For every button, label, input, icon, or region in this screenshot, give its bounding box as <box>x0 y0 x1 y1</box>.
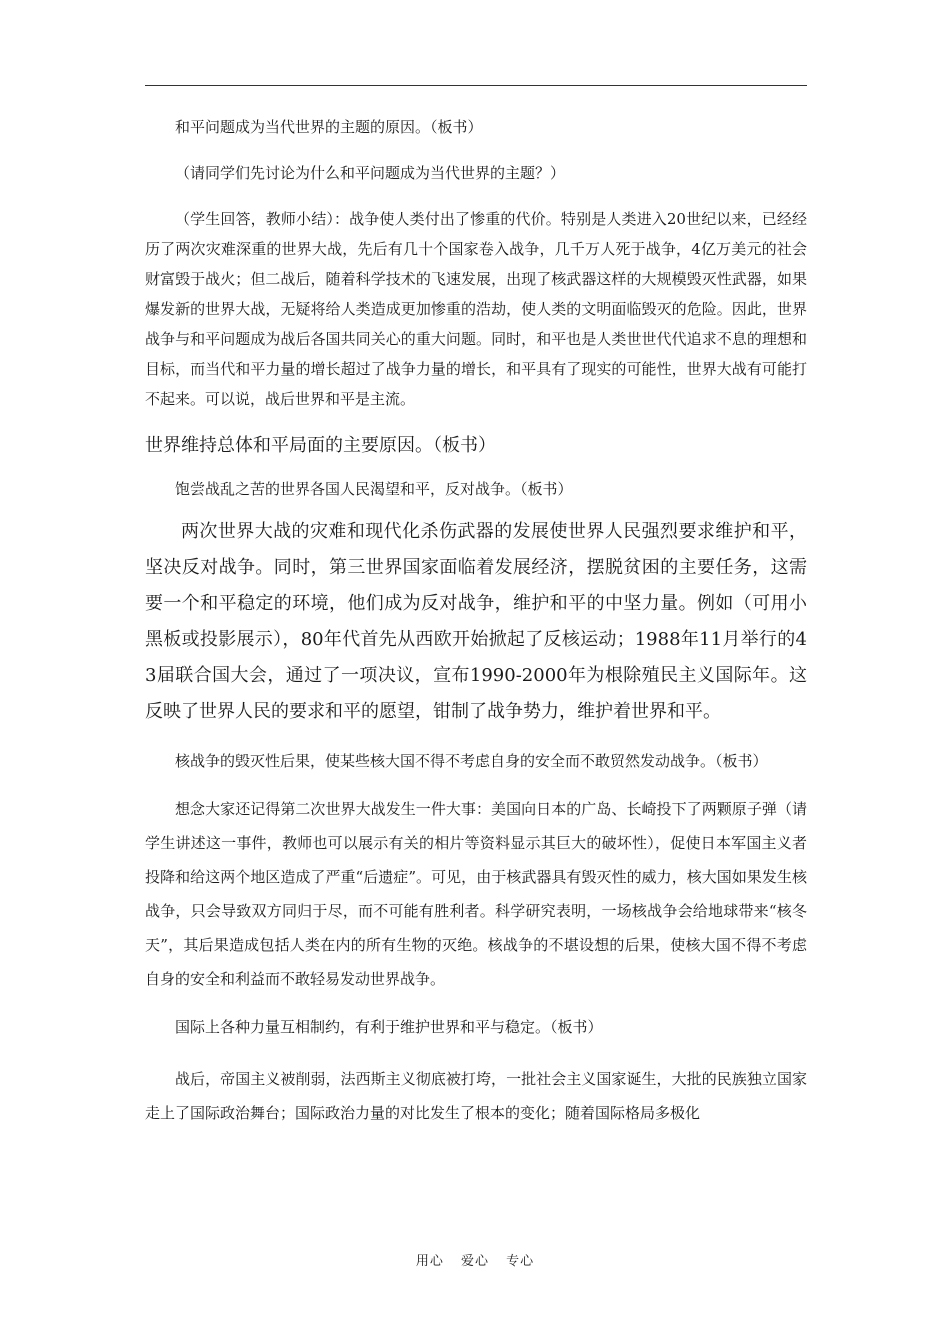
paragraph-teacher-summary: （学生回答，教师小结）：战争使人类付出了惨重的代价。特别是人类进入20世纪以来，已经经历了两次灾难深重的世界大战，先后有几十个国家卷入战争，几千万人死于战争，4亿万美元的社会财富毁于战火；但二战后，随着科学技术的飞速发展，出现了核武器这样的大规模毁灭性武器，如果爆发新的世界大战，无疑将给人类造成更加惨重的浩劫，使人类的文明面临毁灭的危险。因此，世界战争与和平问题成为战后各国共同关心的重大问题。同时，和平也是人类世世代代追求不息的理想和目标，而当代和平力量的增长超过了战争力量的增长，和平具有了现实的可能性，世界大战有可能打不起来。可以说，战后世界和平是主流。 <box>145 210 807 408</box>
paragraph-heading-peace-theme: 和平问题成为当代世界的主题的原因。（板书） <box>175 118 483 136</box>
document-body <box>145 112 807 1130</box>
footer-word: 爱心 <box>460 1254 489 1269</box>
page-footer <box>0 1250 950 1269</box>
section-heading-peace-reasons: 世界维持总体和平局面的主要原因。（板书） <box>145 435 496 456</box>
footer-word: 用心 <box>415 1254 444 1269</box>
paragraph-heading-mutual-restraint: 国际上各种力量互相制约，有利于维护世界和平与稳定。（板书） <box>175 1018 603 1036</box>
paragraph-nuclear-consequence: 想念大家还记得第二次世界大战发生一件大事：美国向日本的广岛、长崎投下了两颗原子弹（请学生讲述这一事件，教师也可以展示有关的相片等资料显示其巨大的破坏性），促使日本军国主义者投降和给这两个地区造成了严重“后遗症”。可见，由于核武器具有毁灭性的威力，核大国如果发生核战争，只会导致双方同归于尽，而不可能有胜利者。科学研究表明，一场核战争会给地球带来“核冬天”，其后果造成包括人类在内的所有生物的灭绝。核战争的不堪设想的后果，使核大国不得不考虑自身的安全和利益而不敢轻易发动世界战争。 <box>145 800 807 988</box>
paragraph-heading-people-want-peace: 饱尝战乱之苦的世界各国人民渴望和平，反对战争。（板书） <box>175 480 573 498</box>
header-rule <box>145 85 807 86</box>
paragraph-heading-nuclear-consequence: 核战争的毁灭性后果，使某些核大国不得不考虑自身的安全而不敢贸然发动战争。（板书） <box>175 752 768 770</box>
footer-word: 专心 <box>506 1254 535 1269</box>
paragraph-mutual-restraint: 战后，帝国主义被削弱，法西斯主义彻底被打垮，一批社会主义国家诞生，大批的民族独立国家走上了国际政治舞台；国际政治力量的对比发生了根本的变化；随着国际格局多极化 <box>145 1070 807 1122</box>
paragraph-discussion-prompt: （请同学们先讨论为什么和平问题成为当代世界的主题？） <box>175 164 566 182</box>
paragraph-people-want-peace: 两次世界大战的灾难和现代化杀伤武器的发展使世界人民强烈要求维护和平，坚决反对战争。同时，第三世界国家面临着发展经济，摆脱贫困的主要任务，这需要一个和平稳定的环境，他们成为反对战争，维护和平的中坚力量。例如（可用小黑板或投影展示），80年代首先从西欧开始掀起了反核运动；1988年11月举行的43届联合国大会，通过了一项决议，宣布1990-2000年为根除殖民主义国际年。这反映了世界人民的要求和平的愿望，钳制了战争势力，维护着世界和平。 <box>145 521 807 722</box>
